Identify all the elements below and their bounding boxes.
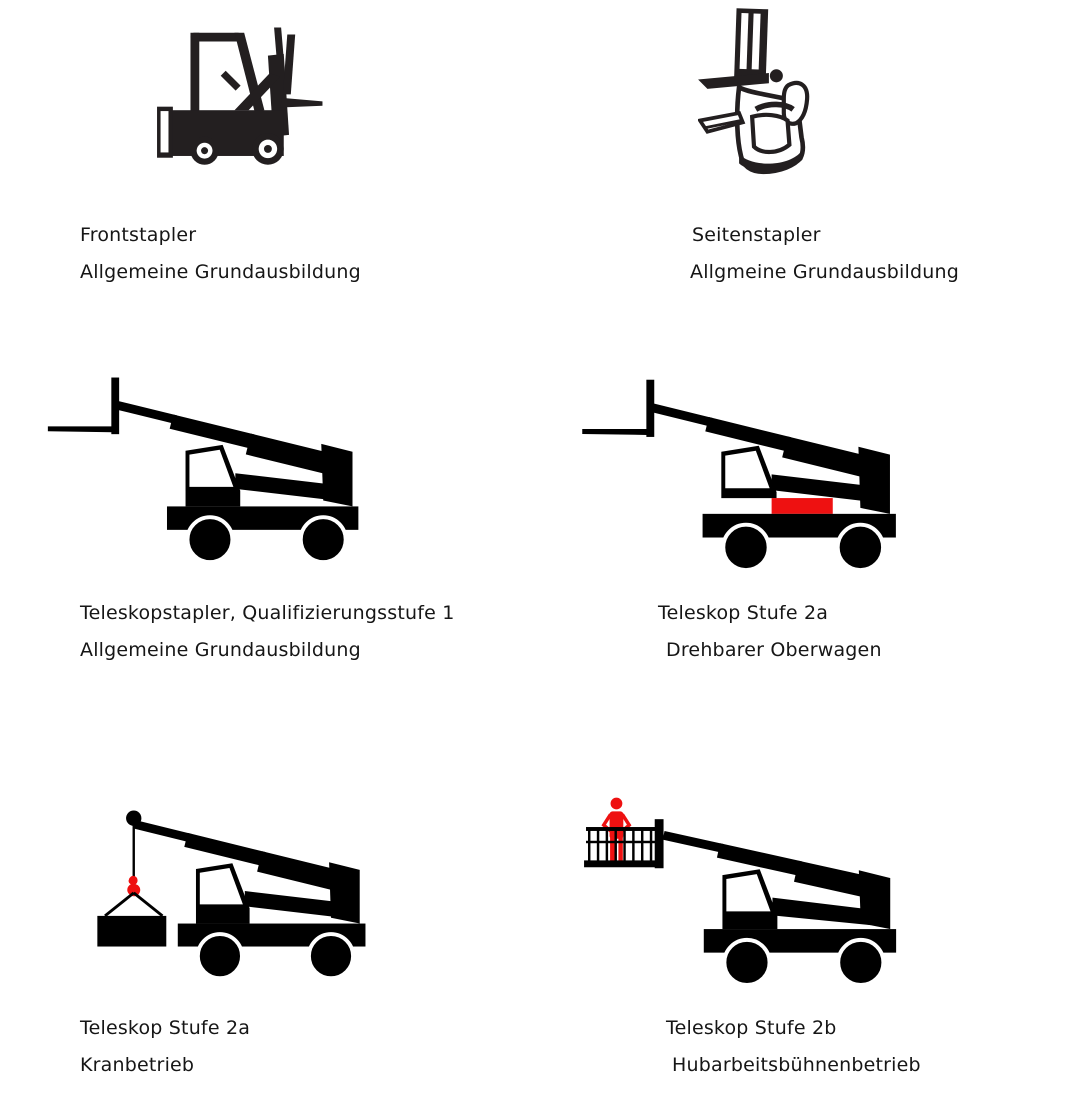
reach-truck-mast	[734, 8, 768, 82]
telehandler-cab	[186, 445, 241, 507]
telehandler-forks-icon	[42, 358, 374, 565]
boom-lower-arm	[772, 474, 873, 502]
teleskopstapler-stufe1-caption	[80, 602, 455, 661]
counterbalance-forklift-icon	[150, 22, 326, 172]
boom-lower-arm	[245, 891, 343, 918]
teleskop-stufe2b-buehne-caption	[666, 1017, 921, 1076]
boom-base	[858, 447, 890, 514]
suspended-load	[97, 916, 166, 947]
figure-subtitle: Allgmeine Grundausbildung	[690, 261, 959, 283]
telescopic-boom	[660, 831, 883, 901]
fork-attachment	[48, 378, 119, 435]
figure-title: Teleskop Stufe 2b	[666, 1017, 837, 1039]
teleskop-stufe2a-kran-caption	[80, 1017, 250, 1076]
figure-subtitle: Drehbarer Oberwagen	[666, 639, 882, 661]
boom-lower-arm	[772, 898, 870, 925]
operator-head	[770, 69, 783, 82]
figure-title: Teleskop Stufe 2a	[80, 1017, 251, 1039]
reach-truck-table	[698, 73, 769, 89]
figure-subtitle: Allgemeine Grundausbildung	[80, 639, 361, 661]
figure-title: Teleskop Stufe 2a	[658, 602, 829, 624]
figure-title: Teleskopstapler, Qualifizierungsstufe 1	[80, 602, 455, 624]
figure-title: Frontstapler	[80, 224, 197, 246]
telehandler-cab	[722, 869, 777, 929]
figure-subtitle: Allgemeine Grundausbildung	[80, 261, 361, 283]
load-sling	[97, 893, 166, 947]
rotating-turntable-highlight	[772, 498, 833, 514]
telehandler-cab	[196, 863, 250, 923]
telehandler-cab	[721, 446, 776, 498]
reach-truck-cab-opening	[752, 115, 789, 152]
seitenstapler-caption	[692, 224, 959, 283]
frontstapler-caption	[80, 224, 361, 283]
fork-attachment	[582, 380, 654, 437]
telehandler-rotating-upper-icon	[576, 360, 912, 575]
telehandler-crane-hook-icon	[55, 778, 381, 981]
work-platform-basket	[584, 819, 663, 868]
boom-lower-arm	[235, 473, 335, 500]
stand-up-reach-truck-icon	[698, 5, 810, 182]
teleskop-stufe2a-oberwagen-caption	[658, 602, 882, 661]
figure-subtitle: Kranbetrieb	[80, 1054, 195, 1076]
figure-subtitle: Hubarbeitsbühnenbetrieb	[672, 1054, 921, 1076]
figure-title: Seitenstapler	[692, 224, 821, 246]
telehandler-work-platform-icon	[578, 776, 912, 986]
